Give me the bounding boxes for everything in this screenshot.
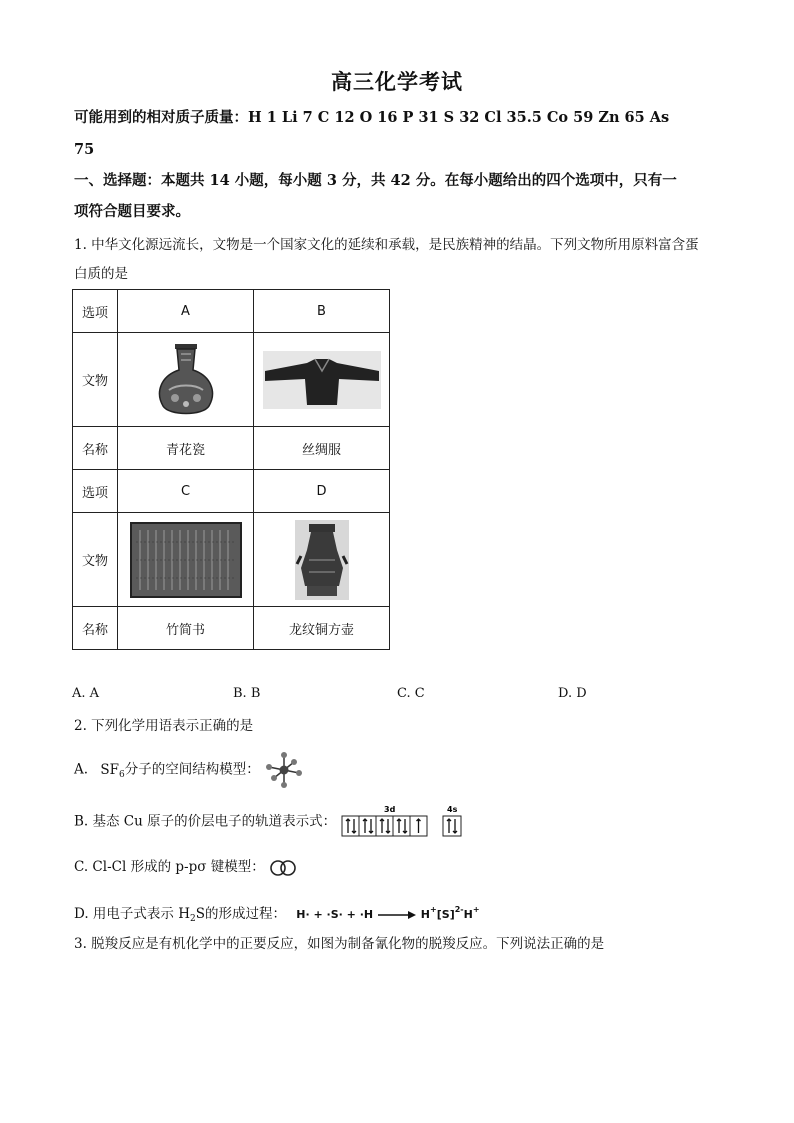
q2-option-b-text: B. 基态 Cu 原子的价层电子的轨道表示式： (74, 813, 337, 830)
question-1-stem-line-2: 白质的是 (74, 266, 128, 282)
artifact-d-cell (254, 513, 390, 607)
bronze-square-pot-image (295, 520, 349, 600)
artifact-b-cell (254, 333, 390, 427)
q2-option-c-text: C. Cl-Cl 形成的 p-pσ 键模型： (74, 859, 265, 875)
porcelain-vase-image (151, 340, 221, 420)
reaction-arrow-icon (377, 910, 417, 920)
question-3-stem: 3. 脱羧反应是有机化学中的正要反应，如图为制备氰化物的脱羧反应。下列说法正确的是 (74, 936, 605, 952)
sf6-formula: $SF_6$ (100, 761, 125, 780)
q2-option-a[interactable] (74, 752, 304, 788)
q1-option-d[interactable]: D. D (558, 686, 587, 701)
relative-masses-line-2: 75 (74, 141, 95, 158)
question-2-stem: 2. 下列化学用语表示正确的是 (74, 718, 254, 734)
label-artifact-2: 文物 (73, 513, 118, 607)
q2-option-d-text-2: 的形成过程： (205, 906, 286, 922)
artifact-c-name: 竹简书 (118, 607, 254, 650)
artifact-a-cell (118, 333, 254, 427)
artifact-b-name: 丝绸服 (254, 427, 390, 470)
h2s-reactants: H· + ·S· + ·H (296, 908, 374, 921)
artifact-c-cell (118, 513, 254, 607)
orbital-label-4s: 4s (447, 805, 458, 814)
q2-option-b[interactable] (74, 805, 468, 839)
q1-option-c[interactable]: C. C (397, 686, 425, 701)
q2-option-d[interactable] (74, 900, 480, 929)
q2-option-c[interactable] (74, 857, 297, 877)
cu-orbital-diagram (340, 805, 468, 839)
label-artifact: 文物 (73, 333, 118, 427)
question-1-stem-line-1: 1. 中华文化源远流长，文物是一个国家文化的延续和承载，是民族精神的结晶。下列文物所用原料富含蛋 (74, 237, 699, 253)
q2-option-a-text: 分子的空间结构模型： (124, 761, 260, 778)
silk-robe-image (263, 351, 381, 409)
artifact-table (72, 289, 390, 650)
label-name: 名称 (73, 427, 118, 470)
q1-option-a[interactable]: A. A (72, 686, 100, 701)
section-heading-line-1: 一、选择题：本题共 14 小题，每小题 3 分，共 42 分。在每小题给出的四个选项中，只有一 (74, 172, 677, 189)
artifact-a-name: 青花瓷 (118, 427, 254, 470)
page-title: 高三化学考试 (331, 69, 463, 94)
q2-option-d-text: D. 用电子式表示 (74, 906, 174, 922)
h2s-formula: $H_2S$ (178, 906, 205, 924)
relative-masses-line-1: 可能用到的相对质子质量：H 1 Li 7 C 12 O 16 P 31 S 32 Cl 35.5 Co 59 Zn 65 As (74, 109, 670, 126)
h2s-product: $H^+[S]^{2-}H^+$ (420, 905, 480, 921)
bamboo-slips-image (130, 522, 242, 598)
orbital-label-3d: 3d (384, 805, 396, 814)
option-letter-c: C (118, 470, 254, 513)
sf6-molecule-model-icon (264, 752, 304, 788)
h2s-formation-diagram (296, 905, 480, 921)
p-p-sigma-bond-model-icon (269, 859, 297, 877)
label-option: 选项 (73, 290, 118, 333)
label-option-2: 选项 (73, 470, 118, 513)
q2-option-a-prefix: A. (74, 761, 89, 778)
q1-option-b[interactable]: B. B (233, 686, 261, 701)
option-letter-b: B (254, 290, 390, 333)
artifact-d-name: 龙纹铜方壶 (254, 607, 390, 650)
option-letter-d: D (254, 470, 390, 513)
label-name-2: 名称 (73, 607, 118, 650)
option-letter-a: A (118, 290, 254, 333)
section-heading-line-2: 项符合题目要求。 (74, 203, 190, 220)
